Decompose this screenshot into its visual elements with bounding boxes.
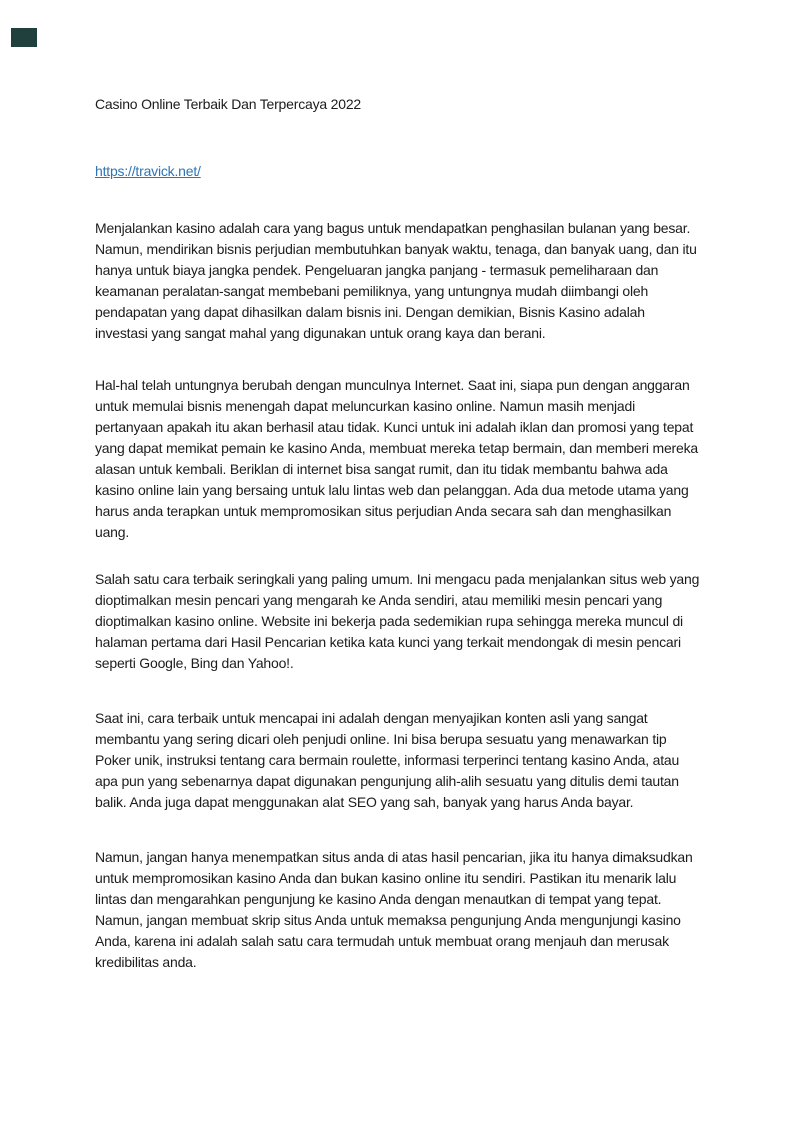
paragraph-5: Namun, jangan hanya menempatkan situs anda di atas hasil pencarian, jika itu hanya dimaksudkan untuk mempromosikan kasino Anda dan bukan kasino online itu sendiri. Pastikan itu menarik lalu lintas dan mengarahkan pengunjung ke kasino Anda dengan menautkan di tempat yang tepat. Namun, jangan membuat skrip situs Anda untuk memaksa pengunjung Anda mengunjungi kasino Anda, karena ini adalah salah satu cara termudah untuk membuat orang menjauh dan merusak kredibilitas anda. xyxy=(95,849,693,970)
document-content xyxy=(95,94,701,973)
travick-hyperlink[interactable]: https://travick.net/ xyxy=(95,163,201,179)
paragraph-1: Menjalankan kasino adalah cara yang bagus untuk mendapatkan penghasilan bulanan yang besar. Namun, mendirikan bisnis perjudian membutuhkan banyak waktu, tenaga, dan banyak uang, dan itu hanya untuk biaya jangka pendek. Pengeluaran jangka panjang - termasuk pemeliharaan dan keamanan peralatan-sangat membebani pemiliknya, yang untungnya mudah diimbangi oleh pendapatan yang dapat dihasilkan dalam bisnis ini. Dengan demikian, Bisnis Kasino adalah investasi yang sangat mahal yang digunakan untuk orang kaya dan berani. xyxy=(95,220,697,341)
link-row xyxy=(95,161,701,182)
paragraph-3: Salah satu cara terbaik seringkali yang paling umum. Ini mengacu pada menjalankan situs web yang dioptimalkan mesin pencari yang mengarah ke Anda sendiri, atau memiliki mesin pencari yang dioptimalkan kasino online. Website ini bekerja pada sedemikian rupa sehingga mereka muncul di halaman pertama dari Hasil Pencarian ketika kata kunci yang terkait mendongak di mesin pencari seperti Google, Bing dan Yahoo!. xyxy=(95,571,700,671)
corner-mark xyxy=(11,28,37,47)
paragraph-2: Hal-hal telah untungnya berubah dengan munculnya Internet. Saat ini, siapa pun dengan anggaran untuk memulai bisnis menengah dapat meluncurkan kasino online. Namun masih menjadi pertanyaan apakah itu akan berhasil atau tidak. Kunci untuk ini adalah iklan dan promosi yang tepat yang dapat memikat pemain ke kasino Anda, membuat mereka tetap bermain, dan memberi mereka alasan untuk kembali. Beriklan di internet bisa sangat rumit, dan itu tidak membantu bahwa ada kasino online lain yang bersaing untuk lalu lintas web dan pelanggan. Ada dua metode utama yang harus anda terapkan untuk mempromosikan situs perjudian Anda secara sah dan menghasilkan uang. xyxy=(95,377,698,540)
document-title: Casino Online Terbaik Dan Terpercaya 2022 xyxy=(95,96,362,112)
paragraph-4: Saat ini, cara terbaik untuk mencapai ini adalah dengan menyajikan konten asli yang sangat membantu yang sering dicari oleh penjudi online. Ini bisa berupa sesuatu yang menawarkan tip Poker unik, instruksi tentang cara bermain roulette, informasi terperinci tentang kasino Anda, atau apa pun yang sebenarnya dapat digunakan pengunjung alih-alih sesuatu yang ditulis demi tautan balik. Anda juga dapat menggunakan alat SEO yang sah, banyak yang harus Anda bayar. xyxy=(95,710,680,810)
